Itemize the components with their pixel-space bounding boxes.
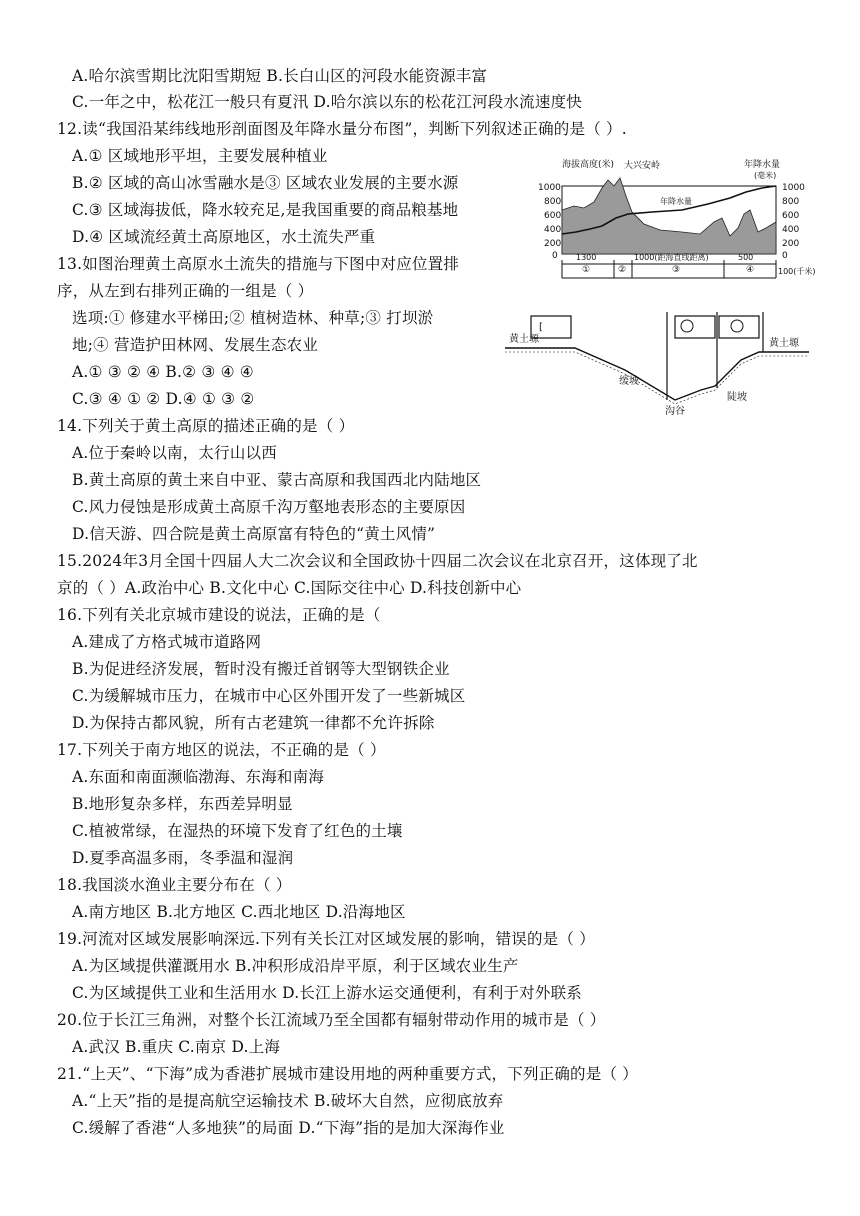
left-axis-title: 海拔高度(米)	[562, 160, 615, 170]
tick-label: 0	[552, 251, 558, 261]
text-line: C.③ ④ ① ② D.④ ① ③ ②	[72, 390, 255, 408]
text-line: C.③ 区域海拔低，降水较充足,是我国重要的商品粮基地	[72, 201, 459, 219]
ground-profile	[505, 348, 809, 400]
tick-label: 1000	[782, 183, 805, 193]
text-line: D.④ 区域流经黄土高原地区，水土流失严重	[72, 228, 376, 246]
text-line: A.为区域提供灌溉用水 B.冲积形成沿岸平原，利于区域农业生产	[72, 957, 519, 975]
text-line: 19.河流对区域发展影响深远.下列有关长江对区域发展的影响，错误的是（ ）	[57, 930, 595, 948]
tick-label: 800	[544, 197, 562, 207]
text-line: B.地形复杂多样，东西差异明显	[72, 795, 293, 813]
text-line: A.哈尔滨雪期比沈阳雪期短 B.长白山区的河段水能资源丰富	[72, 67, 488, 85]
region-label: ③	[672, 265, 681, 275]
text-line: A.武汉 B.重庆 C.南京 D.上海	[72, 1038, 281, 1056]
loess-cross-section-figure	[505, 308, 815, 418]
tick-label: 600	[544, 211, 562, 221]
curve-label: 年降水量	[660, 197, 692, 206]
peak-label: 大兴安岭	[624, 161, 661, 171]
right-axis-title: 年降水量	[744, 160, 781, 170]
text-line: 18.我国淡水渔业主要分布在（ ）	[57, 876, 292, 894]
tick-label: 200	[782, 239, 800, 249]
text-line: 序，从左到右排列正确的一组是（ ）	[57, 282, 314, 300]
region-label: ②	[618, 265, 627, 275]
distance-label: 100(千米)	[778, 267, 816, 276]
text-line: A.建成了方格式城市道路网	[72, 633, 262, 651]
text-line: C.风力侵蚀是形成黄土高原千沟万壑地表形态的主要原因	[72, 498, 466, 516]
text-line: 15.2024年3月全国十四届人大二次会议和全国政协十四届二次会议在北京召开，这体现了北	[57, 552, 698, 570]
tick-label: 600	[782, 211, 800, 221]
right-axis-unit: (毫米)	[754, 171, 777, 180]
tick-label: 0	[782, 251, 788, 261]
region-label: ④	[746, 265, 755, 275]
terrain-profile-figure	[532, 152, 822, 282]
region-label: ①	[582, 265, 591, 275]
text-line: 17.下列关于南方地区的说法，不正确的是（ ）	[57, 741, 386, 759]
text-line: 16.下列有关北京城市建设的说法，正确的是（	[57, 606, 381, 624]
box-mark: [	[539, 322, 543, 333]
distance-label: 1000(距海直线距离)	[634, 253, 709, 262]
left-axis-ticks	[538, 183, 561, 261]
text-line: D.为保持古都风貌，所有古老建筑一律都不允许拆除	[72, 714, 435, 732]
text-line: B.黄土高原的黄土来自中亚、蒙古高原和我国西北内陆地区	[72, 471, 482, 489]
text-line: C.缓解了香港“人多地狭”的局面 D.“下海”指的是加大深海作业	[72, 1119, 505, 1137]
text-line: A.① 区域地形平坦，主要发展种植业	[72, 147, 328, 165]
text-line: 地;④ 营造护田林网、发展生态农业	[72, 336, 319, 354]
text-line: A.“上天”指的是提高航空运输技术 B.破坏大自然，应彻底放弃	[72, 1092, 504, 1110]
text-line: 13.如图治理黄土高原水土流失的措施与下图中对应位置排	[57, 255, 460, 273]
text-line: C.为缓解城市压力，在城市中心区外围开发了一些新城区	[72, 687, 466, 705]
box-circle	[731, 320, 743, 332]
distance-label: 1300	[576, 253, 597, 262]
text-line: B.② 区域的高山冰雪融水是③ 区域农业发展的主要水源	[72, 174, 459, 192]
text-line: B.为促进经济发展，暂时没有搬迁首钢等大型钢铁企业	[72, 660, 450, 678]
position-box-3	[719, 316, 759, 338]
text-line: 14.下列关于黄土高原的描述正确的是（ ）	[57, 417, 355, 435]
text-line: A.东面和南面濒临渤海、东海和南海	[72, 768, 325, 786]
box-circle	[681, 320, 693, 332]
right-plateau-label: 黄土塬	[769, 338, 799, 349]
steep-slope-label: 陡坡	[727, 392, 747, 403]
text-line: D.夏季高温多雨，冬季温和湿润	[72, 849, 294, 867]
left-plateau-label: 黄土塬	[509, 334, 539, 345]
text-line: 12.读“我国沿某纬线地形剖面图及年降水量分布图”，判断下列叙述正确的是（ ）.	[57, 120, 627, 138]
gentle-slope-label: 缓坡	[619, 376, 639, 387]
ground-hatch	[505, 352, 809, 404]
text-line: 20.位于长江三角洲，对整个长江流域乃至全国都有辐射带动作用的城市是（ ）	[57, 1011, 606, 1029]
text-line: 21.“上天”、“下海”成为香港扩展城市建设用地的两种重要方式，下列正确的是（ ）	[57, 1065, 638, 1083]
tick-label: 1000	[538, 183, 561, 193]
text-line: D.信天游、四合院是黄土高原富有特色的“黄土风情”	[72, 525, 436, 543]
text-line: A.位于秦岭以南，太行山以西	[72, 444, 277, 462]
text-line: A.南方地区 B.北方地区 C.西北地区 D.沿海地区	[72, 903, 406, 921]
text-line: C.植被常绿，在湿热的环境下发育了红色的土壤	[72, 822, 403, 840]
right-axis-ticks	[782, 183, 805, 261]
distance-label: 500	[738, 253, 754, 262]
region-labels	[582, 265, 754, 275]
tick-label: 200	[544, 239, 562, 249]
terrain-profile	[562, 178, 776, 254]
tick-label: 400	[544, 225, 562, 235]
text-line: C.为区域提供工业和生活用水 D.长江上游水运交通便利，有利于对外联系	[72, 984, 582, 1002]
text-line: 京的（ ）A.政治中心 B.文化中心 C.国际交往中心 D.科技创新中心	[57, 579, 522, 597]
text-line: A.① ③ ② ④ B.② ③ ④ ④	[72, 363, 254, 381]
text-line: C.一年之中，松花江一般只有夏汛 D.哈尔滨以东的松花江河段水流速度快	[72, 93, 582, 111]
tick-label: 800	[782, 197, 800, 207]
text-line: 选项:① 修建水平梯田;② 植树造林、种草;③ 打坝淤	[72, 309, 434, 327]
tick-label: 400	[782, 225, 800, 235]
valley-label: 沟谷	[665, 406, 685, 417]
